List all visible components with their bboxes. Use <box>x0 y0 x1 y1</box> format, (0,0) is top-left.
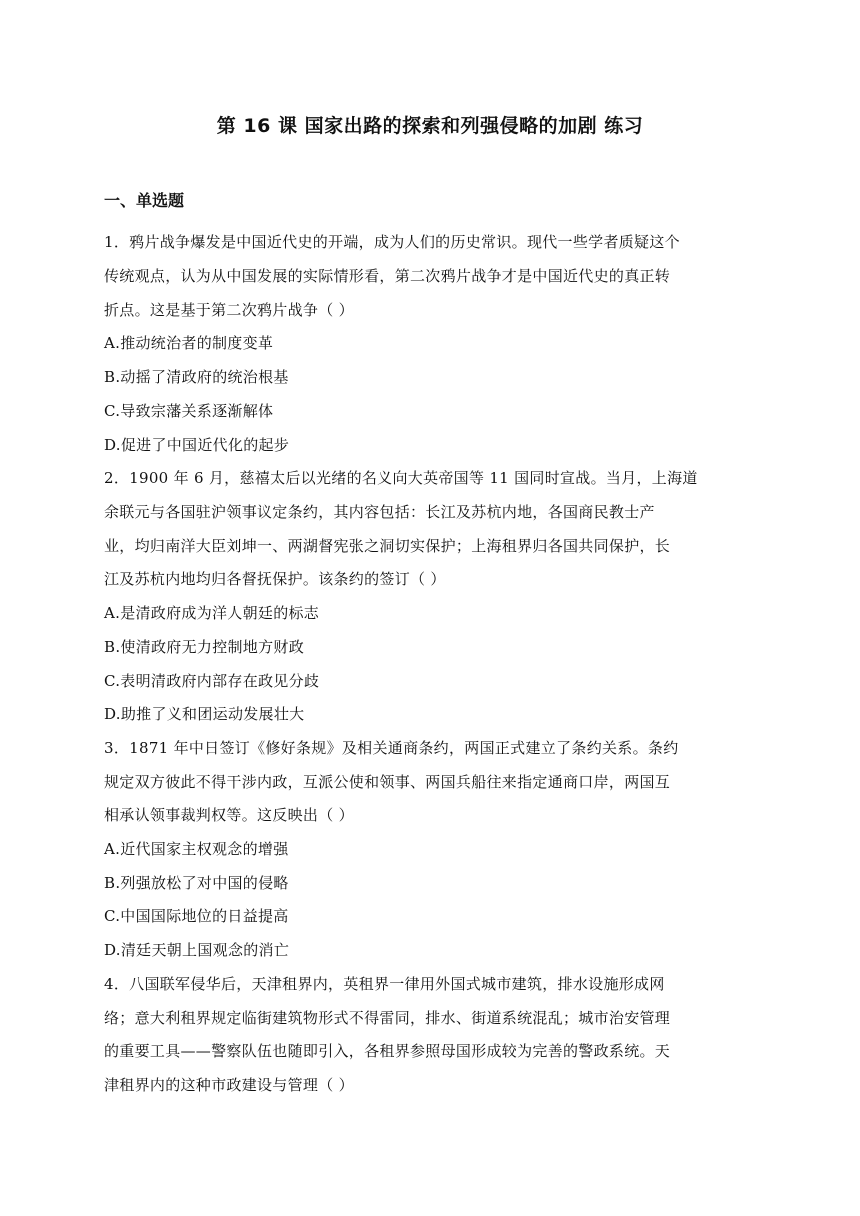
question-4-stem-line-1: 4．八国联军侵华后，天津租界内，英租界一律用外国式城市建筑，排水设施形成网 <box>104 975 665 993</box>
question-1-option-c: C.导致宗藩关系逐渐解体 <box>104 402 274 420</box>
question-2-option-b: B.使清政府无力控制地方财政 <box>104 638 304 656</box>
page-title: 第 16 课 国家出路的探索和列强侵略的加剧 练习 <box>216 115 644 137</box>
question-4-stem-line-4: 津租界内的这种市政建设与管理（ ） <box>104 1076 354 1094</box>
question-3-option-c: C.中国国际地位的日益提高 <box>104 907 289 925</box>
question-3-option-b: B.列强放松了对中国的侵略 <box>104 874 289 892</box>
question-2-stem-line-3: 业，均归南洋大臣刘坤一、两湖督宪张之洞切实保护；上海租界归各国共同保护，长 <box>104 537 671 555</box>
question-2-option-a: A.是清政府成为洋人朝廷的标志 <box>104 604 320 622</box>
question-1-stem-line-1: 1．鸦片战争爆发是中国近代史的开端，成为人们的历史常识。现代一些学者质疑这个 <box>104 233 680 251</box>
question-2-option-d: D.助推了义和团运动发展壮大 <box>104 705 305 723</box>
question-2-stem-line-4: 江及苏杭内地均归各督抚保护。该条约的签订（ ） <box>104 570 446 588</box>
question-2-stem-line-2: 余联元与各国驻沪领事议定条约，其内容包括：长江及苏杭内地，各国商民教士产 <box>104 503 655 521</box>
question-3-stem-line-2: 规定双方彼此不得干涉内政，互派公使和领事、两国兵船往来指定通商口岸，两国互 <box>104 773 671 791</box>
question-1-option-b: B.动摇了清政府的统治根基 <box>104 368 289 386</box>
section-heading: 一、单选题 <box>104 191 185 210</box>
question-4-stem-line-2: 络；意大利租界规定临街建筑物形式不得雷同，排水、街道系统混乱；城市治安管理 <box>104 1009 671 1027</box>
question-1-stem-line-3: 折点。这是基于第二次鸦片战争（ ） <box>104 301 354 319</box>
question-3-stem-line-3: 相承认领事裁判权等。这反映出（ ） <box>104 806 354 824</box>
question-3-option-a: A.近代国家主权观念的增强 <box>104 840 289 858</box>
question-2-option-c: C.表明清政府内部存在政见分歧 <box>104 672 320 690</box>
question-1-option-d: D.促进了中国近代化的起步 <box>104 436 290 454</box>
question-1-stem-line-2: 传统观点，认为从中国发展的实际情形看，第二次鸦片战争才是中国近代史的真正转 <box>104 267 671 285</box>
question-2-stem-line-1: 2．1900 年 6 月，慈禧太后以光绪的名义向大英帝国等 11 国同时宣战。当月，上海道 <box>104 469 698 487</box>
question-3-stem-line-1: 3．1871 年中日签订《修好条规》及相关通商条约，两国正式建立了条约关系。条约 <box>104 739 679 757</box>
question-4-stem-line-3: 的重要工具——警察队伍也随即引入，各租界参照母国形成较为完善的警政系统。天 <box>104 1042 671 1060</box>
question-1-option-a: A.推动统治者的制度变革 <box>104 334 274 352</box>
question-3-option-d: D.清廷天朝上国观念的消亡 <box>104 941 290 959</box>
